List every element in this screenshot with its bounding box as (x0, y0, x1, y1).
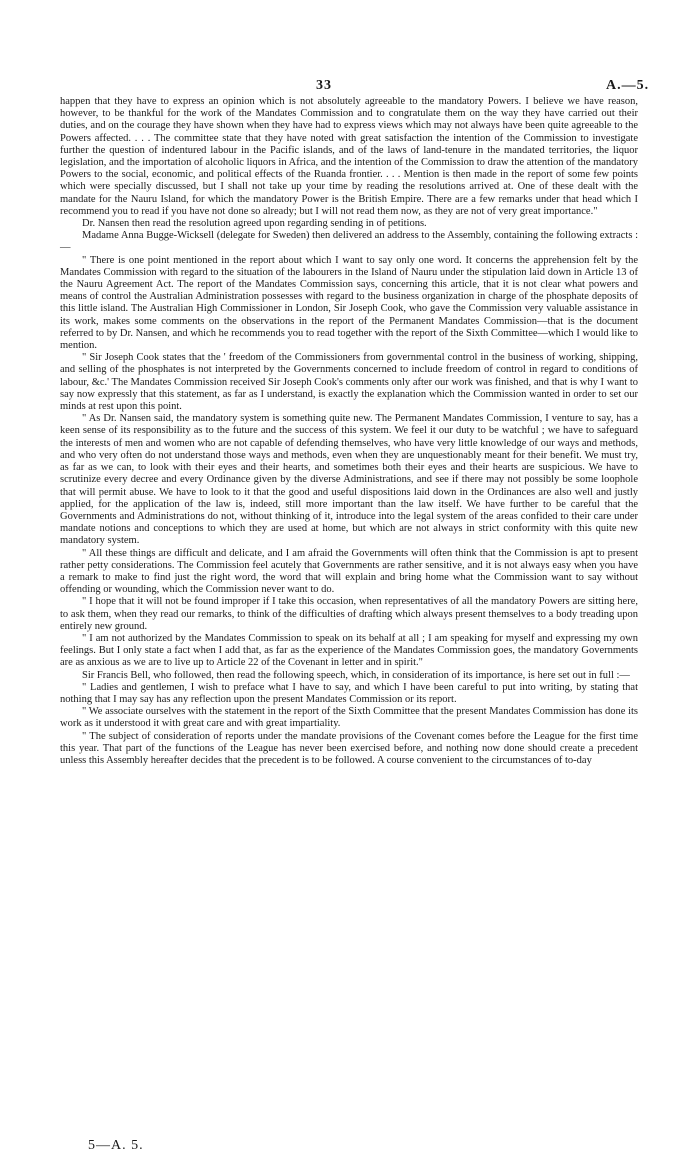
paragraph: " I hope that it will not be found improper if I take this occasion, when representatives of all the mandatory Powers are sitting here, to ask them, when they read our remarks, to think of the difficulties of drafting which always present themselves to a body treading upon entirely new ground. (60, 596, 638, 632)
paragraph: " Ladies and gentlemen, I wish to preface what I have to say, and which I have been careful to put into writing, by stating that nothing that I may say has any reflection upon the present Mandates Commission or its report. (60, 681, 638, 705)
paper-code: A.—5. (606, 78, 650, 93)
paragraph: happen that they have to express an opinion which is not absolutely agreeable to the mandatory Powers. I believe we have reason, however, to be thankful for the work of the Mandates Commission and to congratulate them on the way they have carried out their duties, and on the courage they have shown when they have had to express views which may not always have been quite agreeable to the Powers affected. . . . The committee state that they have noted with great satisfaction the intention of the Commission to investigate further the question of indentured labour in the Pacific islands, and of the laws of land-tenure in the mandated territories, the liquor legislation, and the importation of alcoholic liquors in Africa, and the intention of the Commission to draw the attention of the mandatory Powers to the social, economic, and political effects of the Ruanda frontier. . . . Mention is then made in the report of some few points which were specially discussed, but I shall not take up your time by reading the resolutions arrived at. One of these dealt with the mandate for the Nauru Island, for which the mandatory Power is the British Empire. There are a few remarks under that head which I recommend you to read if you have not done so already; but I will not read them now, as they are not of very great importance." (60, 96, 638, 217)
paragraph: " We associate ourselves with the statement in the report of the Sixth Committee that the present Mandates Commission has done its work as it understood it with great care and with great impartiality. (60, 706, 638, 730)
paragraph: Sir Francis Bell, who followed, then read the following speech, which, in consideration of its importance, is here set out in full :— (82, 669, 630, 681)
page-number: 33 (316, 78, 332, 93)
paragraph: " As Dr. Nansen said, the mandatory system is something quite new. The Permanent Mandates Commission, I venture to say, has a keen sense of its responsibility as to the future and the success of this system. We feel it our duty to be watchful ; we have to safeguard the interests of men and women who are not capable of defending themselves, who have very little knowledge of our ways and methods, and who very often do not understand those ways and methods, even when they are unquestionably meant for their benefit. We must try, as far as we can, to look with their eyes and their hearts, and sometimes both their eyes and their hearts are suspicious. We have to scrutinize every decree and every Ordinance given by the diverse Administrations, and see if there may not possibly be some loophole that will permit abuse. We have to look to it that the good and useful dispositions laid down in the Ordinances are also well and justly applied, for the application of the law is, indeed, still more important than the law itself. We have further to be careful that the Governments and Administrations do not, without thinking of it, introduce into the legal system of the areas confided to their care under mandate notions and conceptions to which they are used at home, but which are not always in strict conformity with this quite new mandatory system. (60, 413, 638, 547)
paragraph: " There is one point mentioned in the report about which I want to say only one word. It concerns the apprehension felt by the Mandates Commission with regard to the situation of the labourers in the Island of Nauru under the stipulation laid down in Article 13 of the Nauru Agreement Act. The report of the Mandates Commission says, concerning this article, that it is not clear what powers and means of control the Australian Administration possesses with regard to the business organization in charge of the phosphate deposits of this little island. The Australian High Commissioner in London, Sir Joseph Cook, who gave the Commission very valuable assistance in its work, makes some comments on the observations in the report of the Permanent Mandates Commission—that is the document referred to by Dr. Nansen, and which he recommends you to read together with the report of the Sixth Committee—which I would like to mention. (60, 254, 638, 352)
body-text (60, 96, 638, 767)
paragraph: Madame Anna Bugge-Wicksell (delegate for Sweden) then delivered an address to the Assembly, containing the following extracts :— (60, 230, 638, 254)
paragraph: " The subject of consideration of reports under the mandate provisions of the Covenant comes before the League for the first time this year. That part of the functions of the League has never been exercised before, and nothing now done should create a precedent unless this Assembly hereafter decides that the precedent is to be followed. A course convenient to the circumstances of to-day (60, 730, 638, 766)
paragraph: Dr. Nansen then read the resolution agreed upon regarding sending in of petitions. (82, 218, 427, 230)
paragraph: " Sir Joseph Cook states that the ' freedom of the Commissioners from governmental control in the business of working, shipping, and selling of the phosphates is not interpreted by the Governments concerned to include freedom of control in regard to conditions of labour, &c.' The Mandates Commission received Sir Joseph Cook's comments only after our work was finished, and that is why I want to say now expressly that this statement, as far as I understand, is exactly the explanation which the Commission wanted in order to set our minds at rest upon this point. (60, 352, 638, 413)
footer-code: 5—A. 5. (88, 1138, 144, 1153)
paragraph: " All these things are difficult and delicate, and I am afraid the Governments will often think that the Commission is apt to present rather petty considerations. The Commission feel acutely that Governments are rather sensitive, and it is not always easy when you have a remark to make to find just the right word, the word that will explain and bring home what the Commission want to say without offending or wounding, which the Commission never want to do. (60, 547, 638, 596)
paragraph: " I am not authorized by the Mandates Commission to speak on its behalf at all ; I am speaking for myself and expressing my own feelings. But I only state a fact when I add that, as far as the experience of the Mandates Commission goes, the mandatory Governments are as anxious as we are to live up to Article 22 of the Covenant in letter and in spirit." (60, 632, 638, 669)
